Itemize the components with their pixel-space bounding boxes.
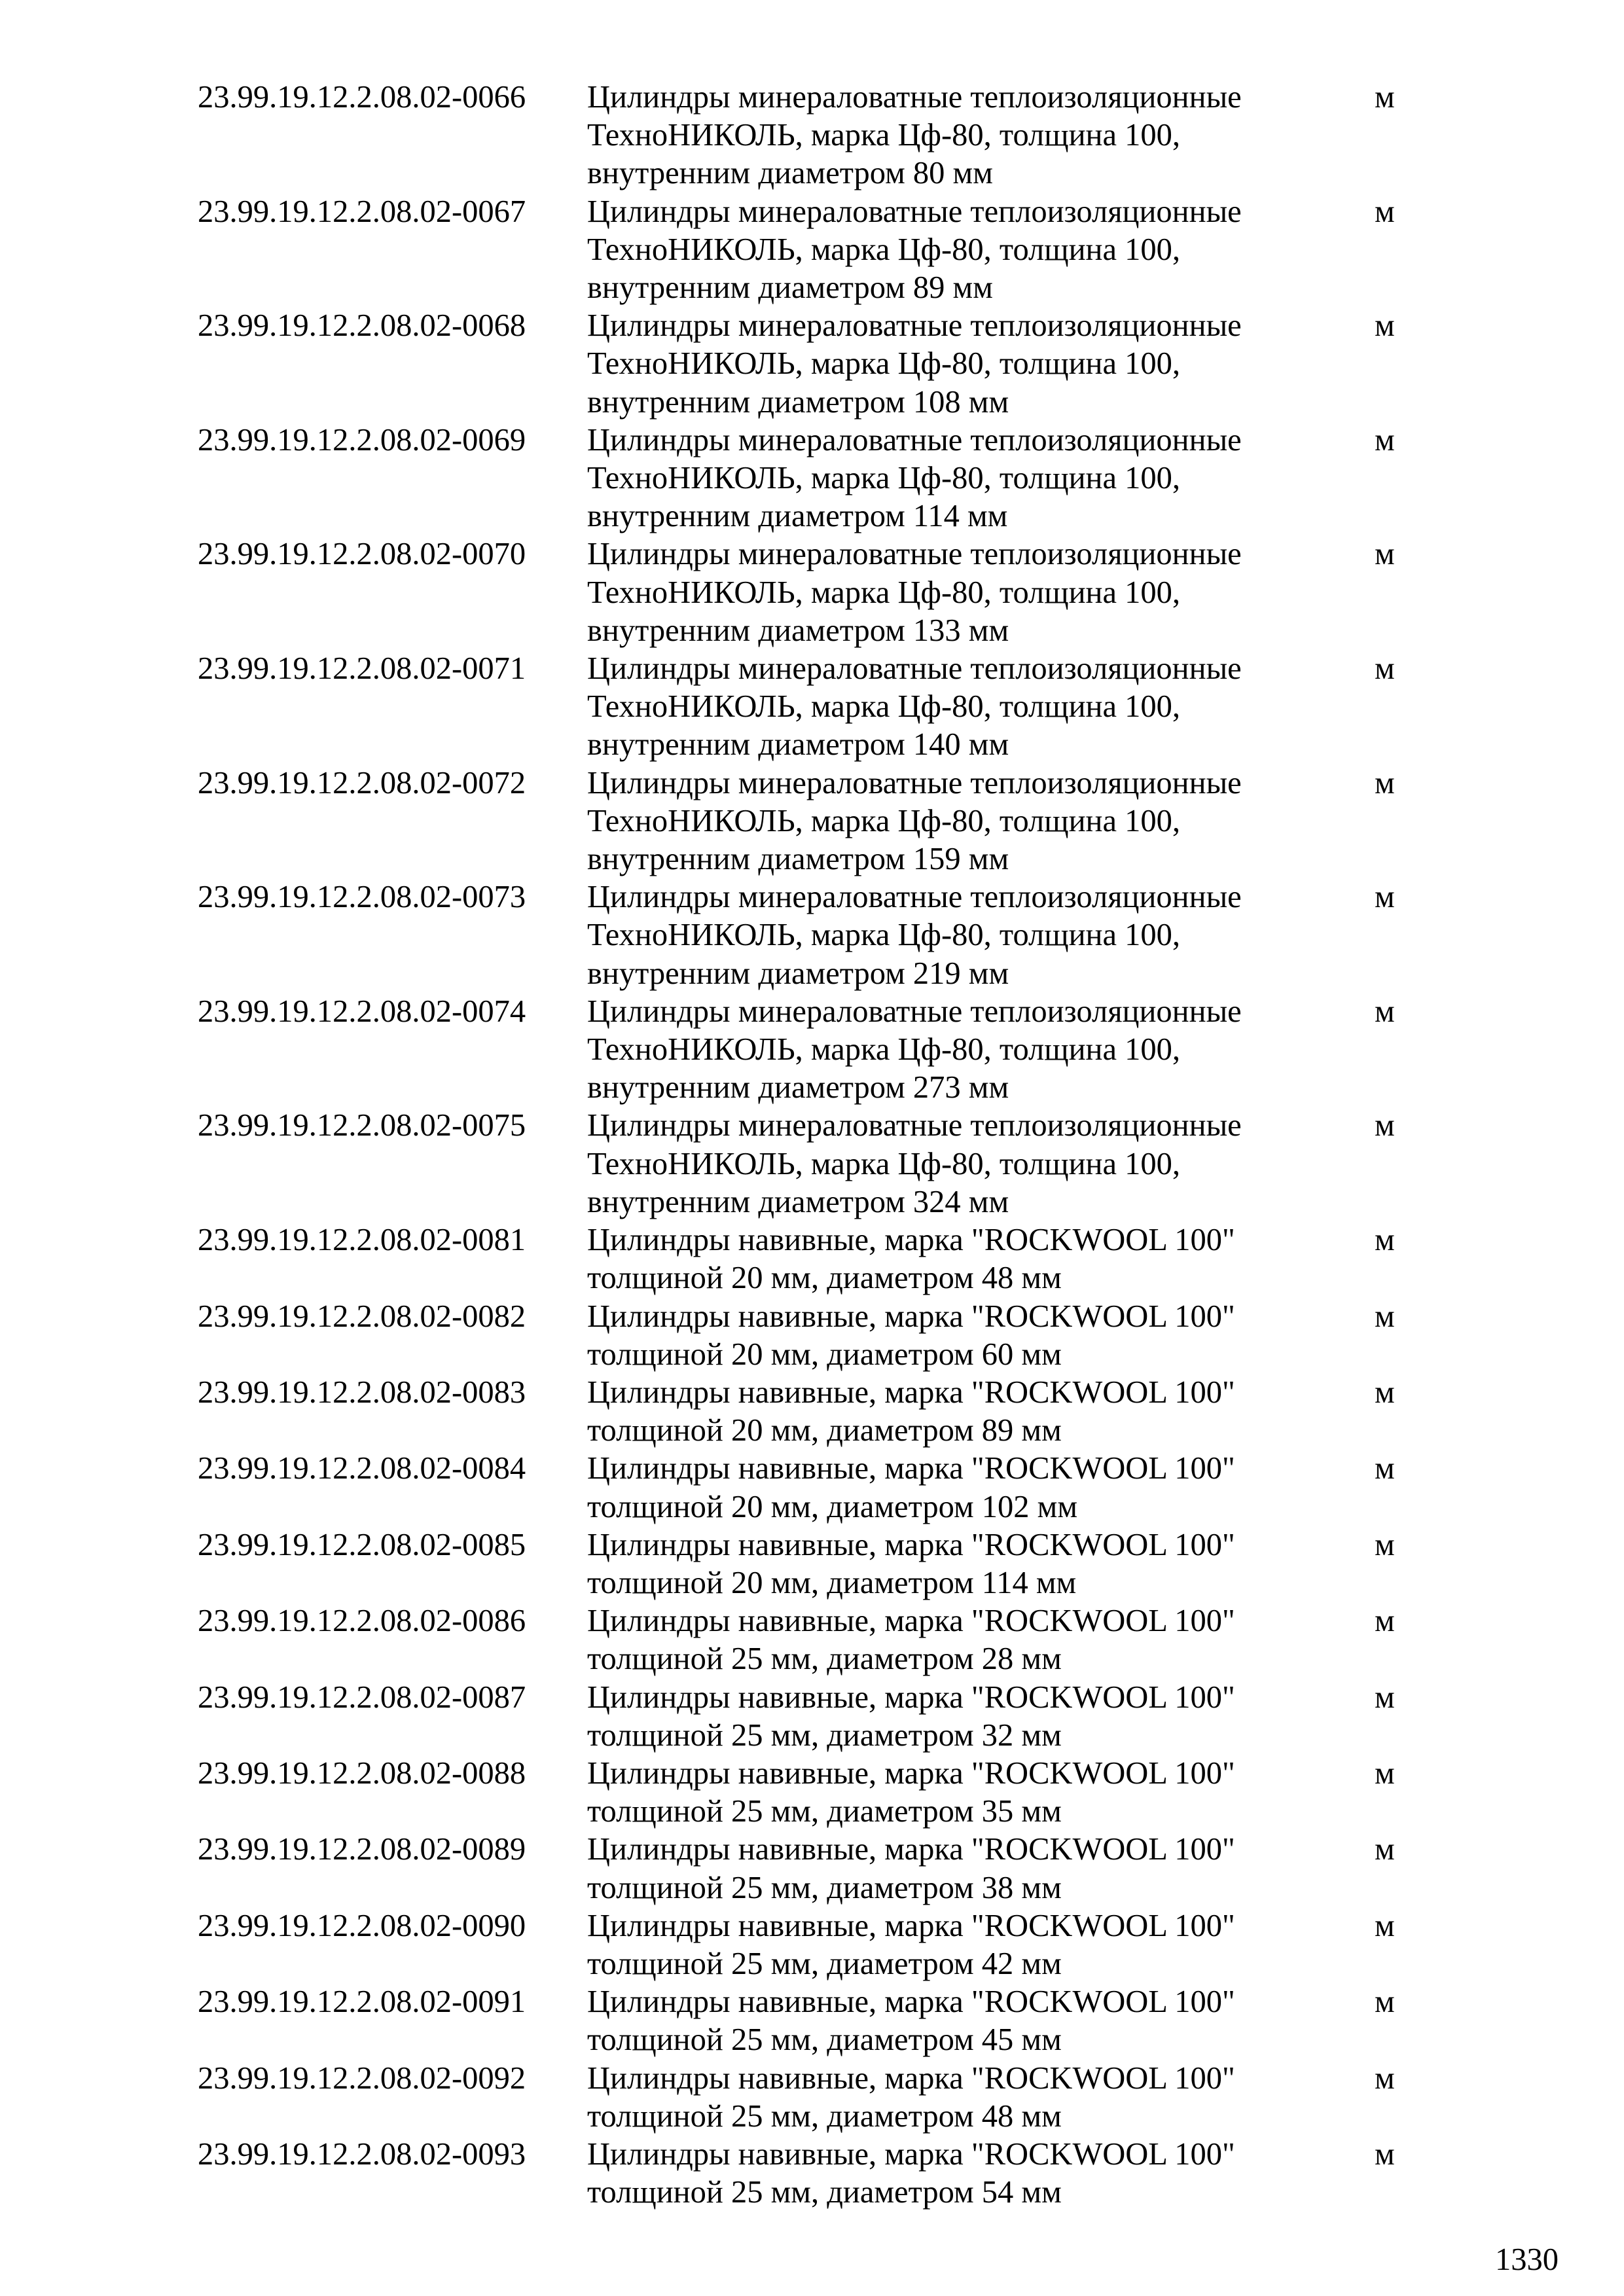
resource-name: Цилиндры навивные, марка "ROCKWOOL 100" толщиной 20 мм, диаметром 102 мм: [587, 1451, 1235, 1524]
resource-name: Цилиндры навивные, марка "ROCKWOOL 100" толщиной 25 мм, диаметром 54 мм: [587, 2136, 1235, 2210]
unit-of-measure: м: [1375, 1832, 1395, 1867]
resource-code: 23.99.19.12.2.08.02-0088: [198, 1755, 526, 1791]
resource-name: Цилиндры навивные, марка "ROCKWOOL 100" толщиной 25 мм, диаметром 45 мм: [587, 1984, 1235, 2058]
table-row: [0, 1526, 1624, 1602]
resource-name: Цилиндры минераловатные теплоизоляционные ТехноНИКОЛЬ, марка Цф-80, толщина 100, внутренним диаметром 324 мм: [587, 1108, 1242, 1219]
unit-of-measure: м: [1375, 1679, 1395, 1715]
resource-code: 23.99.19.12.2.08.02-0069: [198, 422, 526, 457]
resource-name: Цилиндры навивные, марка "ROCKWOOL 100" толщиной 25 мм, диаметром 32 мм: [587, 1679, 1235, 1753]
resource-code: 23.99.19.12.2.08.02-0084: [198, 1451, 526, 1486]
table-row: [0, 1298, 1624, 1374]
unit-of-measure: м: [1375, 765, 1395, 800]
table-row: [0, 1755, 1624, 1831]
resource-name: Цилиндры навивные, марка "ROCKWOOL 100" толщиной 25 мм, диаметром 38 мм: [587, 1832, 1235, 1905]
unit-of-measure: м: [1375, 651, 1395, 687]
resource-name: Цилиндры минераловатные теплоизоляционные ТехноНИКОЛЬ, марка Цф-80, толщина 100, внутренним диаметром 219 мм: [587, 880, 1242, 991]
unit-of-measure: м: [1375, 194, 1395, 229]
table-row: [0, 2060, 1624, 2136]
resource-code: 23.99.19.12.2.08.02-0087: [198, 1679, 526, 1715]
table-row: [0, 307, 1624, 422]
resource-name: Цилиндры навивные, марка "ROCKWOOL 100" толщиной 25 мм, диаметром 42 мм: [587, 1908, 1235, 1981]
table-row: [0, 2136, 1624, 2212]
unit-of-measure: м: [1375, 1108, 1395, 1143]
table-row: [0, 79, 1624, 193]
resource-code: 23.99.19.12.2.08.02-0083: [198, 1374, 526, 1410]
unit-of-measure: м: [1375, 1755, 1395, 1791]
resource-code: 23.99.19.12.2.08.02-0072: [198, 765, 526, 800]
resource-name: Цилиндры навивные, марка "ROCKWOOL 100" толщиной 20 мм, диаметром 114 мм: [587, 1527, 1235, 1600]
resource-code: 23.99.19.12.2.08.02-0090: [198, 1908, 526, 1943]
table-row: [0, 535, 1624, 650]
resource-name: Цилиндры навивные, марка "ROCKWOOL 100" толщиной 25 мм, диаметром 35 мм: [587, 1755, 1235, 1829]
resource-code: 23.99.19.12.2.08.02-0067: [198, 194, 526, 229]
unit-of-measure: м: [1375, 1604, 1395, 1639]
unit-of-measure: м: [1375, 2136, 1395, 2172]
resource-code: 23.99.19.12.2.08.02-0082: [198, 1299, 526, 1334]
unit-of-measure: м: [1375, 994, 1395, 1029]
resource-code: 23.99.19.12.2.08.02-0070: [198, 537, 526, 572]
resource-code: 23.99.19.12.2.08.02-0081: [198, 1223, 526, 1258]
resource-code: 23.99.19.12.2.08.02-0085: [198, 1527, 526, 1562]
resource-name: Цилиндры минераловатные теплоизоляционные ТехноНИКОЛЬ, марка Цф-80, толщина 100, внутренним диаметром 140 мм: [587, 651, 1242, 762]
resource-name: Цилиндры навивные, марка "ROCKWOOL 100" толщиной 20 мм, диаметром 60 мм: [587, 1299, 1235, 1372]
resource-name: Цилиндры минераловатные теплоизоляционные ТехноНИКОЛЬ, марка Цф-80, толщина 100, внутренним диаметром 159 мм: [587, 765, 1242, 877]
resource-name: Цилиндры минераловатные теплоизоляционные ТехноНИКОЛЬ, марка Цф-80, толщина 100, внутренним диаметром 80 мм: [587, 80, 1242, 191]
resource-name: Цилиндры минераловатные теплоизоляционные ТехноНИКОЛЬ, марка Цф-80, толщина 100, внутренним диаметром 133 мм: [587, 537, 1242, 648]
resource-code: 23.99.19.12.2.08.02-0066: [198, 80, 526, 115]
unit-of-measure: м: [1375, 1299, 1395, 1334]
table-row: [0, 650, 1624, 764]
table-row: [0, 1221, 1624, 1297]
unit-of-measure: м: [1375, 1374, 1395, 1410]
table-row: [0, 1831, 1624, 1907]
unit-of-measure: м: [1375, 1908, 1395, 1943]
resource-name: Цилиндры навивные, марка "ROCKWOOL 100" толщиной 25 мм, диаметром 28 мм: [587, 1604, 1235, 1677]
resource-code: 23.99.19.12.2.08.02-0074: [198, 994, 526, 1029]
unit-of-measure: м: [1375, 880, 1395, 915]
unit-of-measure: м: [1375, 1223, 1395, 1258]
resource-table: [0, 79, 1624, 2212]
resource-name: Цилиндры минераловатные теплоизоляционные ТехноНИКОЛЬ, марка Цф-80, толщина 100, внутренним диаметром 114 мм: [587, 422, 1242, 534]
table-row: [0, 422, 1624, 536]
unit-of-measure: м: [1375, 422, 1395, 457]
unit-of-measure: м: [1375, 2060, 1395, 2096]
unit-of-measure: м: [1375, 537, 1395, 572]
table-row: [0, 878, 1624, 993]
table-row: [0, 1107, 1624, 1221]
unit-of-measure: м: [1375, 80, 1395, 115]
unit-of-measure: м: [1375, 1527, 1395, 1562]
table-row: [0, 1602, 1624, 1678]
resource-name: Цилиндры минераловатные теплоизоляционные ТехноНИКОЛЬ, марка Цф-80, толщина 100, внутренним диаметром 89 мм: [587, 194, 1242, 306]
unit-of-measure: м: [1375, 1984, 1395, 2020]
resource-code: 23.99.19.12.2.08.02-0071: [198, 651, 526, 687]
resource-name: Цилиндры минераловатные теплоизоляционные ТехноНИКОЛЬ, марка Цф-80, толщина 100, внутренним диаметром 273 мм: [587, 994, 1242, 1105]
unit-of-measure: м: [1375, 1451, 1395, 1486]
resource-name: Цилиндры навивные, марка "ROCKWOOL 100" толщиной 20 мм, диаметром 48 мм: [587, 1223, 1235, 1296]
table-row: [0, 1983, 1624, 2059]
resource-code: 23.99.19.12.2.08.02-0093: [198, 2136, 526, 2172]
unit-of-measure: м: [1375, 308, 1395, 344]
resource-code: 23.99.19.12.2.08.02-0086: [198, 1604, 526, 1639]
table-row: [0, 764, 1624, 879]
table-row: [0, 1907, 1624, 1983]
table-row: [0, 1450, 1624, 1526]
resource-name: Цилиндры навивные, марка "ROCKWOOL 100" толщиной 20 мм, диаметром 89 мм: [587, 1374, 1235, 1448]
resource-code: 23.99.19.12.2.08.02-0073: [198, 880, 526, 915]
table-row: [0, 993, 1624, 1107]
table-row: [0, 193, 1624, 308]
resource-code: 23.99.19.12.2.08.02-0075: [198, 1108, 526, 1143]
resource-name: Цилиндры навивные, марка "ROCKWOOL 100" толщиной 25 мм, диаметром 48 мм: [587, 2060, 1235, 2134]
page-number: 1330: [1495, 2242, 1559, 2277]
resource-code: 23.99.19.12.2.08.02-0092: [198, 2060, 526, 2096]
resource-code: 23.99.19.12.2.08.02-0089: [198, 1832, 526, 1867]
table-row: [0, 1374, 1624, 1450]
table-row: [0, 1679, 1624, 1755]
resource-code: 23.99.19.12.2.08.02-0068: [198, 308, 526, 344]
resource-code: 23.99.19.12.2.08.02-0091: [198, 1984, 526, 2020]
resource-name: Цилиндры минераловатные теплоизоляционные ТехноНИКОЛЬ, марка Цф-80, толщина 100, внутренним диаметром 108 мм: [587, 308, 1242, 420]
